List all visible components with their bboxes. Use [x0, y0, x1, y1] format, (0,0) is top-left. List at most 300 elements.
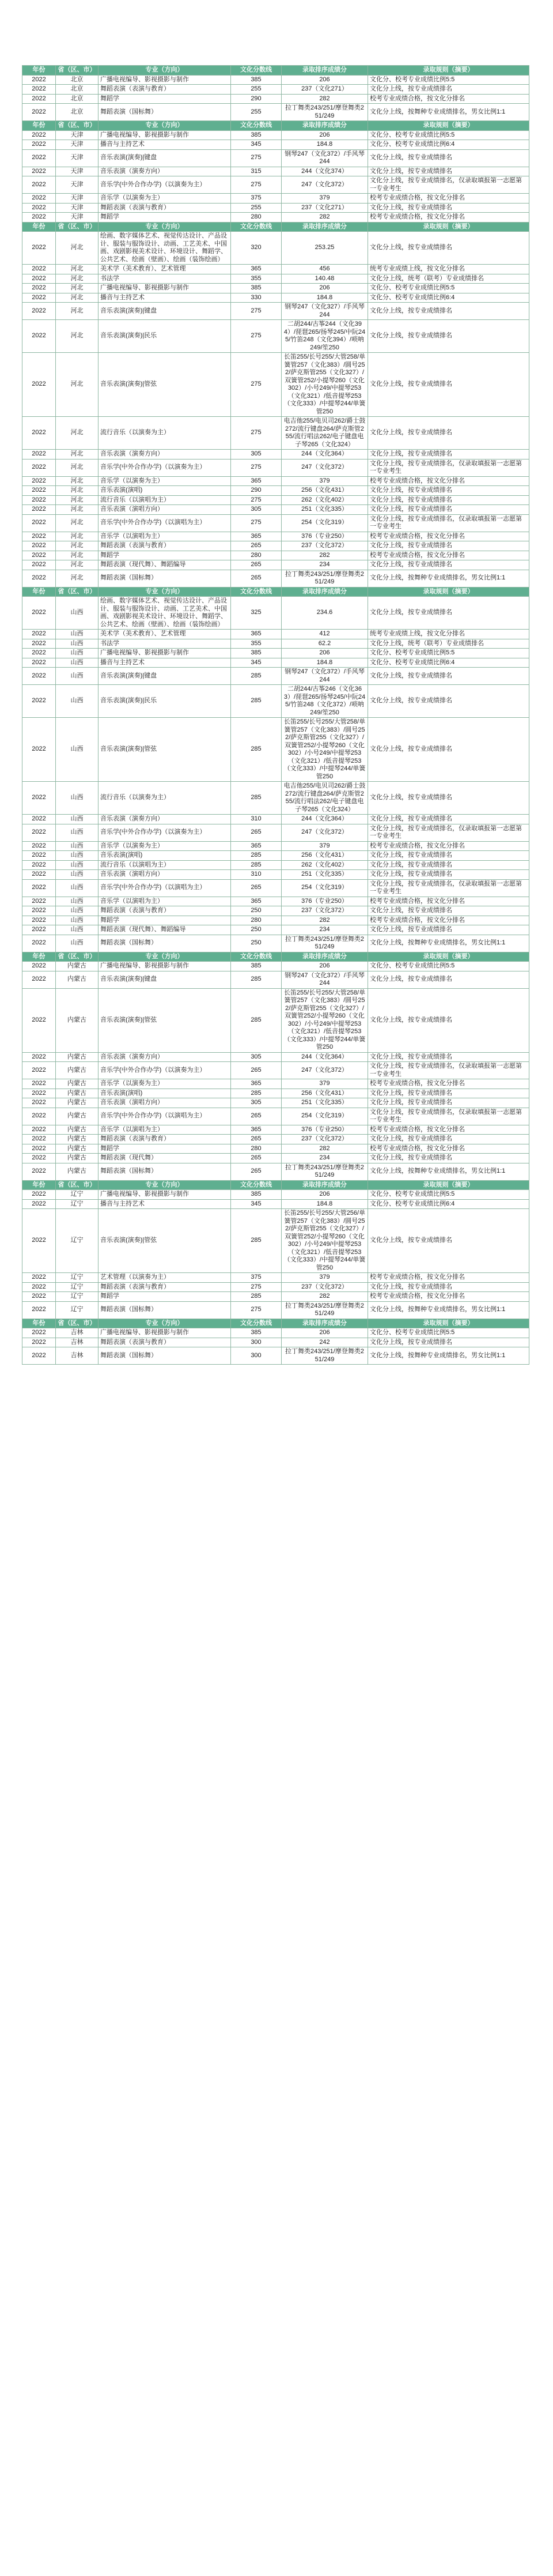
- header-admission-rule: 录取规则（摘要）: [368, 587, 529, 597]
- year-cell: 2022: [22, 104, 56, 121]
- ranking-score-cell: 254（文化319）: [282, 1108, 368, 1125]
- major-cell: 音乐学(中外合作办学)（以演奏为主）: [99, 824, 231, 841]
- admission-rule-cell: 文化分、校考专业成绩比例6:4: [368, 140, 529, 150]
- year-cell: 2022: [22, 988, 56, 1052]
- culture-score-cell: 310: [231, 815, 282, 824]
- culture-score-cell: 265: [231, 1062, 282, 1079]
- culture-score-cell: 265: [231, 1108, 282, 1125]
- culture-score-cell: 345: [231, 658, 282, 668]
- province-cell: 山西: [56, 935, 99, 952]
- admission-rule-cell: 文化分上线，按专业成绩排名: [368, 1052, 529, 1062]
- year-cell: 2022: [22, 265, 56, 274]
- header-province: 省（区、市）: [56, 587, 99, 597]
- year-cell: 2022: [22, 450, 56, 460]
- admission-rule-cell: 校考专业成绩合格，按文化分排名: [368, 897, 529, 906]
- province-cell: 河北: [56, 505, 99, 515]
- table-row: [22, 320, 529, 353]
- major-cell: 舞蹈学: [99, 916, 231, 925]
- ranking-score-cell: 256（文化431）: [282, 851, 368, 861]
- ranking-score-cell: 242: [282, 1338, 368, 1347]
- table-row: [22, 75, 529, 85]
- year-cell: 2022: [22, 906, 56, 916]
- year-cell: 2022: [22, 130, 56, 140]
- ranking-score-cell: 184.8: [282, 140, 368, 150]
- culture-score-cell: 285: [231, 718, 282, 782]
- culture-score-cell: 275: [231, 176, 282, 194]
- province-cell: 山西: [56, 782, 99, 815]
- province-cell: 山西: [56, 851, 99, 861]
- ranking-score-cell: 拉丁舞类243/251/摩登舞类251/249: [282, 1347, 368, 1365]
- ranking-score-cell: 206: [282, 130, 368, 140]
- header-admission-rule: 录取规则（摘要）: [368, 1319, 529, 1328]
- culture-score-cell: 345: [231, 1199, 282, 1209]
- province-cell: 内蒙古: [56, 988, 99, 1052]
- table-row: [22, 284, 529, 293]
- ranking-score-cell: 247（文化372）: [282, 459, 368, 476]
- year-cell: 2022: [22, 1154, 56, 1163]
- table-row: [22, 668, 529, 685]
- admission-rule-cell: 文化分上线，按专业成绩排名: [368, 597, 529, 630]
- table-row: [22, 916, 529, 925]
- year-cell: 2022: [22, 505, 56, 515]
- major-cell: 音乐表演(演唱): [99, 1089, 231, 1098]
- table-row: [22, 897, 529, 906]
- province-cell: 河北: [56, 450, 99, 460]
- admission-rule-cell: 文化分上线，按专业成绩排名: [368, 505, 529, 515]
- admission-rule-cell: 校考专业成绩合格，按文化分排名: [368, 916, 529, 925]
- ranking-score-cell: 钢琴247（文化372）/手风琴244: [282, 668, 368, 685]
- province-cell: 天津: [56, 176, 99, 194]
- province-cell: 河北: [56, 532, 99, 541]
- ranking-score-cell: 244（文化364）: [282, 815, 368, 824]
- major-cell: 舞蹈表演（国标舞）: [99, 1163, 231, 1180]
- ranking-score-cell: 251（文化335）: [282, 870, 368, 880]
- header-province: 省（区、市）: [56, 952, 99, 962]
- culture-score-cell: 275: [231, 1301, 282, 1319]
- province-cell: 河北: [56, 232, 99, 265]
- year-cell: 2022: [22, 815, 56, 824]
- admission-rule-cell: 文化分、校考专业成绩比例5:5: [368, 1190, 529, 1200]
- major-cell: 舞蹈表演（国标舞）: [99, 1347, 231, 1365]
- major-cell: 流行音乐（以演唱为主）: [99, 495, 231, 505]
- admission-rule-cell: 文化分上线，按专业成绩排名: [368, 1098, 529, 1108]
- admission-rule-cell: 文化分上线，按舞种专业成绩排名，男女比例1:1: [368, 104, 529, 121]
- province-cell: 河北: [56, 284, 99, 293]
- admission-rule-cell: 文化分、校考专业成绩比例5:5: [368, 130, 529, 140]
- year-cell: 2022: [22, 649, 56, 658]
- header-ranking-score: 录取排序成绩分: [282, 952, 368, 962]
- table-row: [22, 176, 529, 194]
- major-cell: 广播电视编导、影视摄影与制作: [99, 130, 231, 140]
- table-row: [22, 476, 529, 486]
- ranking-score-cell: 206: [282, 649, 368, 658]
- admission-rule-cell: 文化分上线，按专业成绩排名，仅录取填报第一志愿第一专业考生: [368, 459, 529, 476]
- table-row: [22, 971, 529, 988]
- major-cell: 广播电视编导、影视摄影与制作: [99, 1328, 231, 1338]
- admission-rule-cell: 文化分、校考专业成绩比例5:5: [368, 962, 529, 971]
- major-cell: 音乐表演(演奏)|管弦: [99, 718, 231, 782]
- header-major: 专业（方向）: [99, 66, 231, 76]
- year-cell: 2022: [22, 718, 56, 782]
- culture-score-cell: 265: [231, 1154, 282, 1163]
- province-cell: 北京: [56, 85, 99, 95]
- culture-score-cell: 320: [231, 232, 282, 265]
- ranking-score-cell: 184.8: [282, 293, 368, 303]
- province-cell: 河北: [56, 293, 99, 303]
- major-cell: 音乐表演(演奏)|键盘: [99, 149, 231, 167]
- admission-rule-cell: 校考专业成绩合格，按文化分排名: [368, 532, 529, 541]
- table-row: [22, 94, 529, 104]
- culture-score-cell: 385: [231, 284, 282, 293]
- province-cell: 内蒙古: [56, 1163, 99, 1180]
- admission-rule-cell: 文化分上线，按专业成绩排名: [368, 560, 529, 570]
- year-cell: 2022: [22, 1282, 56, 1292]
- ranking-score-cell: 376（专业250）: [282, 1125, 368, 1135]
- ranking-score-cell: 长笛255/长号255/大管256/单簧管257（文化383）/圆号252/萨克斯管255（文化327）/双簧管252/小提琴260（文化302）/小号249/中提琴253（文化321）/低音提琴253（文化333）/中提琴244/单簧管250: [282, 1209, 368, 1273]
- ranking-score-cell: 拉丁舞类243/251/摩登舞类251/249: [282, 104, 368, 121]
- province-cell: 河北: [56, 514, 99, 532]
- province-cell: 河北: [56, 570, 99, 587]
- table-row: [22, 303, 529, 320]
- admission-rule-cell: 文化分上线，按专业成绩排名: [368, 988, 529, 1052]
- admission-score-sheet: [22, 65, 529, 1365]
- year-cell: 2022: [22, 685, 56, 718]
- major-cell: 音乐学（以演奏为主）: [99, 194, 231, 204]
- table-row: [22, 1108, 529, 1125]
- year-cell: 2022: [22, 85, 56, 95]
- ranking-score-cell: 282: [282, 916, 368, 925]
- major-cell: 舞蹈学: [99, 1292, 231, 1302]
- major-cell: 音乐表演(演唱): [99, 486, 231, 496]
- admission-rule-cell: 校考专业成绩合格，按文化分排名: [368, 194, 529, 204]
- year-cell: 2022: [22, 851, 56, 861]
- major-cell: 流行音乐（以演奏为主）: [99, 782, 231, 815]
- year-cell: 2022: [22, 570, 56, 587]
- major-cell: 音乐表演（演奏方向）: [99, 815, 231, 824]
- year-cell: 2022: [22, 824, 56, 841]
- admission-rule-cell: 文化分上线，按专业成绩排名: [368, 495, 529, 505]
- province-cell: 河北: [56, 476, 99, 486]
- ranking-score-cell: 237（文化372）: [282, 1282, 368, 1292]
- year-cell: 2022: [22, 167, 56, 176]
- major-cell: 舞蹈表演（表演与教育）: [99, 85, 231, 95]
- culture-score-cell: 275: [231, 417, 282, 450]
- major-cell: 舞蹈学: [99, 1144, 231, 1154]
- table-row: [22, 1079, 529, 1089]
- culture-score-cell: 255: [231, 203, 282, 213]
- table-row: [22, 1347, 529, 1365]
- major-cell: 流行音乐（以演唱为主）: [99, 860, 231, 870]
- culture-score-cell: 255: [231, 104, 282, 121]
- year-cell: 2022: [22, 213, 56, 223]
- header-major: 专业（方向）: [99, 1319, 231, 1328]
- table-row: [22, 597, 529, 630]
- culture-score-cell: 285: [231, 988, 282, 1052]
- province-cell: 辽宁: [56, 1282, 99, 1292]
- header-culture-score: 文化分数线: [231, 1319, 282, 1328]
- major-cell: 音乐学(中外合作办学)（以演奏为主）: [99, 1062, 231, 1079]
- table-row: [22, 560, 529, 570]
- admission-rule-cell: 文化分、校考专业成绩比例5:5: [368, 284, 529, 293]
- province-cell: 山西: [56, 897, 99, 906]
- ranking-score-cell: 234.6: [282, 597, 368, 630]
- admission-rule-cell: 文化分上线，按专业成绩排名: [368, 668, 529, 685]
- culture-score-cell: 275: [231, 514, 282, 532]
- culture-score-cell: 345: [231, 140, 282, 150]
- culture-score-cell: 315: [231, 167, 282, 176]
- year-cell: 2022: [22, 925, 56, 935]
- province-cell: 山西: [56, 630, 99, 639]
- province-cell: 河北: [56, 320, 99, 353]
- header-year: 年份: [22, 1319, 56, 1328]
- admission-rule-cell: 文化分上线，按专业成绩排名: [368, 1338, 529, 1347]
- table-row: [22, 274, 529, 284]
- ranking-score-cell: 237（文化271）: [282, 203, 368, 213]
- ranking-score-cell: 拉丁舞类243/251/摩登舞类251/249: [282, 935, 368, 952]
- admission-rule-cell: 校考专业成绩合格，按文化分排名: [368, 476, 529, 486]
- year-cell: 2022: [22, 560, 56, 570]
- admission-rule-cell: 文化分上线，按专业成绩排名: [368, 203, 529, 213]
- admission-rule-cell: 文化分上线，按专业成绩排名: [368, 815, 529, 824]
- ranking-score-cell: 234: [282, 925, 368, 935]
- province-cell: 内蒙古: [56, 1154, 99, 1163]
- table-row: [22, 1154, 529, 1163]
- province-cell: 山西: [56, 658, 99, 668]
- major-cell: 广播电视编导、影视摄影与制作: [99, 284, 231, 293]
- major-cell: 流行音乐（以演奏为主）: [99, 417, 231, 450]
- province-cell: 辽宁: [56, 1209, 99, 1273]
- admission-rule-cell: 文化分、校考专业成绩比例5:5: [368, 649, 529, 658]
- culture-score-cell: 310: [231, 870, 282, 880]
- culture-score-cell: 365: [231, 1079, 282, 1089]
- ranking-score-cell: 376（专业250）: [282, 897, 368, 906]
- year-cell: 2022: [22, 293, 56, 303]
- major-cell: 播音与主持艺术: [99, 658, 231, 668]
- major-cell: 音乐学（以演唱为主）: [99, 897, 231, 906]
- year-cell: 2022: [22, 353, 56, 417]
- province-cell: 吉林: [56, 1328, 99, 1338]
- header-ranking-score: 录取排序成绩分: [282, 1319, 368, 1328]
- year-cell: 2022: [22, 879, 56, 897]
- year-cell: 2022: [22, 232, 56, 265]
- admission-rule-cell: 文化分、校考专业成绩比例5:5: [368, 1328, 529, 1338]
- section-header-row: [22, 222, 529, 232]
- province-cell: 内蒙古: [56, 1144, 99, 1154]
- major-cell: 舞蹈学: [99, 551, 231, 560]
- year-cell: 2022: [22, 1209, 56, 1273]
- province-cell: 天津: [56, 213, 99, 223]
- major-cell: 书法学: [99, 639, 231, 649]
- culture-score-cell: 250: [231, 906, 282, 916]
- ranking-score-cell: 244（文化364）: [282, 1052, 368, 1062]
- admission-rule-cell: 文化分上线，按专业成绩排名: [368, 1282, 529, 1292]
- culture-score-cell: 285: [231, 971, 282, 988]
- culture-score-cell: 285: [231, 860, 282, 870]
- header-admission-rule: 录取规则（摘要）: [368, 222, 529, 232]
- culture-score-cell: 265: [231, 541, 282, 551]
- header-year: 年份: [22, 587, 56, 597]
- ranking-score-cell: 206: [282, 284, 368, 293]
- table-row: [22, 962, 529, 971]
- culture-score-cell: 280: [231, 551, 282, 560]
- province-cell: 内蒙古: [56, 1089, 99, 1098]
- culture-score-cell: 275: [231, 303, 282, 320]
- major-cell: 音乐学(中外合作办学)（以演奏为主）: [99, 459, 231, 476]
- province-cell: 内蒙古: [56, 962, 99, 971]
- major-cell: 音乐表演(演奏)|民乐: [99, 320, 231, 353]
- header-year: 年份: [22, 952, 56, 962]
- header-province: 省（区、市）: [56, 222, 99, 232]
- header-ranking-score: 录取排序成绩分: [282, 587, 368, 597]
- table-row: [22, 1209, 529, 1273]
- table-row: [22, 293, 529, 303]
- ranking-score-cell: 379: [282, 194, 368, 204]
- table-row: [22, 194, 529, 204]
- culture-score-cell: 365: [231, 1125, 282, 1135]
- admission-rule-cell: 校考专业成绩合格，按文化分排名: [368, 1273, 529, 1283]
- culture-score-cell: 375: [231, 194, 282, 204]
- ranking-score-cell: 二胡244/古筝246（文化363）/琵琶265/扬琴245/中阮245/竹笛248（文化372）/唢呐249/笙250: [282, 685, 368, 718]
- header-province: 省（区、市）: [56, 1180, 99, 1190]
- admission-rule-cell: 校考专业成绩合格，按文化分排名: [368, 1144, 529, 1154]
- major-cell: 音乐表演（演奏方向）: [99, 167, 231, 176]
- header-ranking-score: 录取排序成绩分: [282, 1180, 368, 1190]
- table-row: [22, 486, 529, 496]
- header-ranking-score: 录取排序成绩分: [282, 222, 368, 232]
- province-cell: 河北: [56, 303, 99, 320]
- ranking-score-cell: 379: [282, 841, 368, 851]
- year-cell: 2022: [22, 284, 56, 293]
- header-major: 专业（方向）: [99, 121, 231, 131]
- table-row: [22, 870, 529, 880]
- province-cell: 山西: [56, 597, 99, 630]
- ranking-score-cell: 电吉他255/电贝司262/爵士鼓272/流行键盘264/萨克斯管255/流行唱法262/电子键盘电子琴265（文化324）: [282, 782, 368, 815]
- ranking-score-cell: 244（文化364）: [282, 450, 368, 460]
- culture-score-cell: 285: [231, 782, 282, 815]
- year-cell: 2022: [22, 75, 56, 85]
- culture-score-cell: 330: [231, 293, 282, 303]
- admission-rule-cell: 文化分上线，按专业成绩排名: [368, 417, 529, 450]
- ranking-score-cell: 237（文化372）: [282, 906, 368, 916]
- table-row: [22, 935, 529, 952]
- culture-score-cell: 365: [231, 897, 282, 906]
- year-cell: 2022: [22, 476, 56, 486]
- major-cell: 广播电视编导、影视摄影与制作: [99, 649, 231, 658]
- ranking-score-cell: 234: [282, 1154, 368, 1163]
- culture-score-cell: 305: [231, 505, 282, 515]
- major-cell: 舞蹈表演（表演与教育）: [99, 541, 231, 551]
- culture-score-cell: 385: [231, 649, 282, 658]
- admission-rule-cell: 文化分上线，按舞种专业成绩排名，男女比例1:1: [368, 1347, 529, 1365]
- province-cell: 内蒙古: [56, 1108, 99, 1125]
- culture-score-cell: 365: [231, 265, 282, 274]
- year-cell: 2022: [22, 1199, 56, 1209]
- table-row: [22, 860, 529, 870]
- table-row: [22, 718, 529, 782]
- year-cell: 2022: [22, 782, 56, 815]
- table-row: [22, 639, 529, 649]
- province-cell: 辽宁: [56, 1273, 99, 1283]
- province-cell: 北京: [56, 94, 99, 104]
- table-row: [22, 815, 529, 824]
- admission-rule-cell: 校考专业成绩合格，按文化分排名: [368, 1125, 529, 1135]
- table-row: [22, 1098, 529, 1108]
- province-cell: 山西: [56, 815, 99, 824]
- province-cell: 北京: [56, 104, 99, 121]
- province-cell: 河北: [56, 417, 99, 450]
- ranking-score-cell: 254（文化319）: [282, 879, 368, 897]
- major-cell: 舞蹈表演（表演与教育）: [99, 906, 231, 916]
- admission-rule-cell: 校考专业成绩合格，按文化分排名: [368, 94, 529, 104]
- major-cell: 音乐学（以演奏为主）: [99, 476, 231, 486]
- header-ranking-score: 录取排序成绩分: [282, 121, 368, 131]
- province-cell: 天津: [56, 167, 99, 176]
- culture-score-cell: 355: [231, 274, 282, 284]
- province-cell: 内蒙古: [56, 1125, 99, 1135]
- province-cell: 吉林: [56, 1347, 99, 1365]
- admission-rule-cell: 文化分、校考专业成绩比例6:4: [368, 293, 529, 303]
- table-row: [22, 658, 529, 668]
- table-row: [22, 824, 529, 841]
- table-row: [22, 213, 529, 223]
- table-row: [22, 1328, 529, 1338]
- table-row: [22, 879, 529, 897]
- year-cell: 2022: [22, 203, 56, 213]
- table-row: [22, 353, 529, 417]
- admission-rule-cell: 校考专业成绩合格，按文化分排名: [368, 213, 529, 223]
- table-row: [22, 85, 529, 95]
- year-cell: 2022: [22, 194, 56, 204]
- admission-rule-cell: 文化分上线，按专业成绩排名: [368, 851, 529, 861]
- culture-score-cell: 385: [231, 1328, 282, 1338]
- culture-score-cell: 280: [231, 213, 282, 223]
- year-cell: 2022: [22, 486, 56, 496]
- admission-rule-cell: 文化分上线，统考（联考）专业成绩排名: [368, 639, 529, 649]
- admission-rule-cell: 文化分上线，按专业成绩排名: [368, 1135, 529, 1144]
- ranking-score-cell: 206: [282, 1328, 368, 1338]
- province-cell: 河北: [56, 560, 99, 570]
- year-cell: 2022: [22, 541, 56, 551]
- admission-rule-cell: 文化分上线，按专业成绩排名: [368, 353, 529, 417]
- table-row: [22, 130, 529, 140]
- table-row: [22, 1125, 529, 1135]
- table-row: [22, 1199, 529, 1209]
- ranking-score-cell: 237（文化372）: [282, 1135, 368, 1144]
- table-row: [22, 541, 529, 551]
- year-cell: 2022: [22, 274, 56, 284]
- major-cell: 音乐表演(演奏)|键盘: [99, 303, 231, 320]
- admission-rule-cell: 统考专业成绩上线，按文化分排名: [368, 630, 529, 639]
- header-culture-score: 文化分数线: [231, 222, 282, 232]
- ranking-score-cell: 282: [282, 213, 368, 223]
- major-cell: 艺术管理（以演奏为主）: [99, 1273, 231, 1283]
- province-cell: 辽宁: [56, 1292, 99, 1302]
- header-culture-score: 文化分数线: [231, 1180, 282, 1190]
- table-row: [22, 570, 529, 587]
- table-row: [22, 104, 529, 121]
- table-row: [22, 1135, 529, 1144]
- admission-rule-cell: 文化分上线，按专业成绩排名: [368, 149, 529, 167]
- province-cell: 山西: [56, 925, 99, 935]
- major-cell: 音乐表演(演奏)|管弦: [99, 353, 231, 417]
- province-cell: 河北: [56, 541, 99, 551]
- ranking-score-cell: 拉丁舞类243/251/摩登舞类251/249: [282, 570, 368, 587]
- province-cell: 山西: [56, 860, 99, 870]
- year-cell: 2022: [22, 1062, 56, 1079]
- culture-score-cell: 275: [231, 320, 282, 353]
- province-cell: 天津: [56, 130, 99, 140]
- ranking-score-cell: 282: [282, 551, 368, 560]
